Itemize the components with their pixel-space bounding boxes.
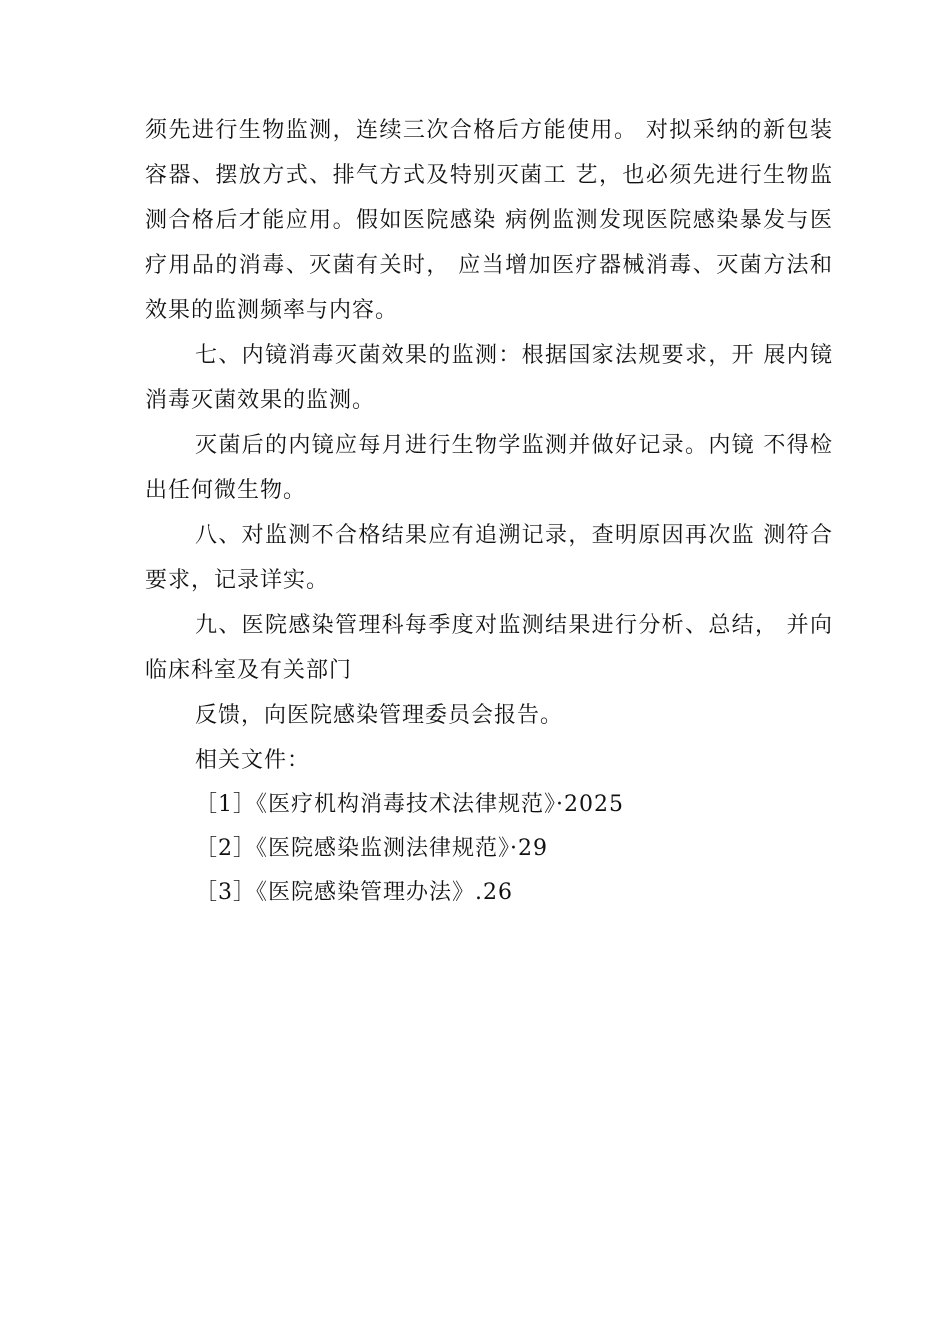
paragraph-endoscope-monthly: 灭菌后的内镜应每月进行生物学监测并做好记录。内镜 不得检出任何微生物。 [145, 433, 833, 503]
paragraph-sterilization-monitoring: 须先进行生物监测，连续三次合格后方能使用。 对拟采纳的新包装容器、摆放方式、排气方式及特别灭菌工 艺，也必须先进行生物监测合格后才能应用。假如医院感染 病例监测发现医院感染暴发与医疗用品的消毒、灭菌有关时， 应当增加医疗器械消毒、灭菌方法和效果的监测频率与内容。 [145, 118, 833, 323]
reference-item: ［3］《医院感染管理办法》.26 [195, 880, 513, 905]
references-heading: 相关文件： [195, 748, 311, 773]
paragraph-traceability: 八、对监测不合格结果应有追溯记录，查明原因再次监 测符合要求，记录详实。 [145, 523, 833, 593]
reference-item: ［1］《医疗机构消毒技术法律规范》·2025 [195, 792, 624, 817]
reference-item: ［2］《医院感染监测法律规范》·29 [195, 836, 548, 861]
paragraph-feedback: 反馈，向医院感染管理委员会报告。 [195, 703, 564, 728]
document-page [145, 108, 833, 915]
paragraph-endoscope-monitoring: 七、内镜消毒灭菌效果的监测：根据国家法规要求，开 展内镜消毒灭菌效果的监测。 [145, 343, 833, 413]
references-list [145, 783, 833, 915]
paragraph-quarterly-analysis: 九、医院感染管理科每季度对监测结果进行分析、总结， 并向临床科室及有关部门 [145, 613, 833, 683]
